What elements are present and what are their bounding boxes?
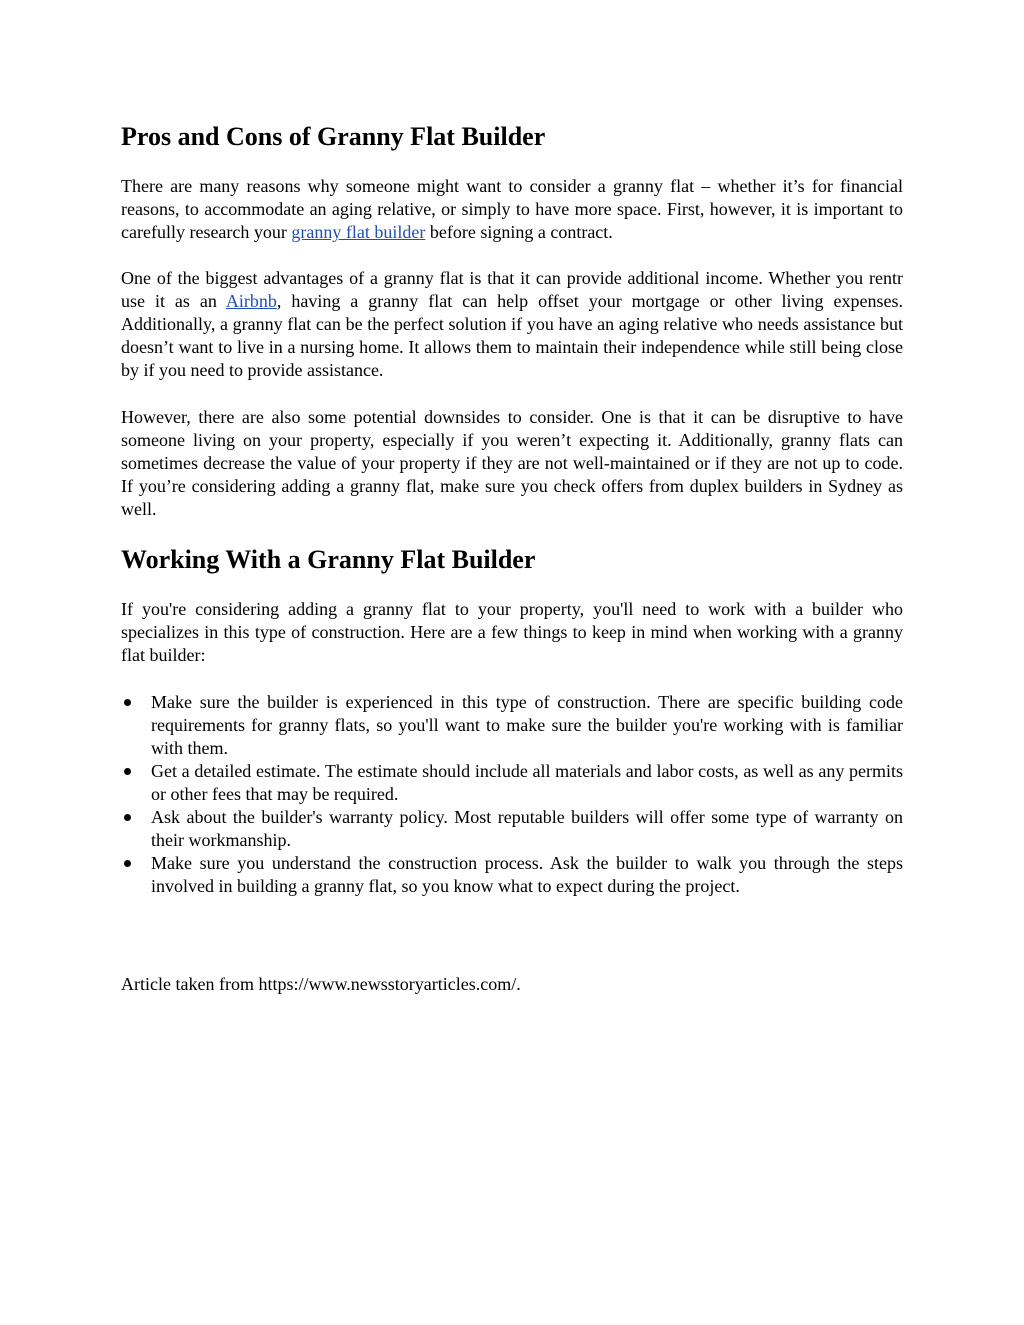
paragraph-text: One of the biggest advantages of a granny flat is that it can provide additional income. Whether you rentr use it as an	[121, 268, 903, 311]
bullet-icon	[124, 768, 131, 775]
paragraph-downsides: However, there are also some potential downsides to consider. One is that it can be disruptive to have someone living on your property, especially if you weren’t expecting it. Additionally, granny flats can sometimes decrease the value of your property if they are not well-maintained or if they are not up to code. If you’re considering adding a granny flat, make sure you check offers from duplex builders in Sydney as well.	[121, 407, 903, 519]
paragraph-text: There are many reasons why someone might want to consider a granny flat – whether it’s for financial reasons, to accommodate an aging relative, or simply to have more space. First, however, it is important to carefully research your	[121, 176, 903, 242]
list-item-text: Ask about the builder's warranty policy. Most reputable builders will offer some type of warranty on their workmanship.	[151, 807, 903, 850]
article-credit: Article taken from https://www.newsstoryarticles.com/.	[121, 974, 521, 994]
section-heading-working-with: Working With a Granny Flat Builder	[121, 545, 536, 574]
list-item-text: Make sure you understand the construction process. Ask the builder to walk you through the steps involved in building a granny flat, so you know what to expect during the project.	[151, 853, 903, 896]
list-item	[121, 760, 903, 806]
paragraph-text: before signing a contract.	[425, 222, 613, 242]
list-item	[121, 691, 903, 760]
list-item-text: Make sure the builder is experienced in this type of construction. There are specific building code requirements for granny flats, so you'll want to make sure the builder you're working with is familiar with them.	[151, 692, 903, 758]
paragraph-advantages	[121, 267, 903, 382]
paragraph-intro	[121, 175, 903, 244]
granny-flat-builder-link[interactable]: granny flat builder	[291, 222, 426, 242]
bullet-icon	[124, 814, 131, 821]
tips-list	[121, 691, 903, 898]
paragraph-working-intro: If you're considering adding a granny flat to your property, you'll need to work with a builder who specializes in this type of construction. Here are a few things to keep in mind when working with a granny flat builder:	[121, 599, 903, 665]
bullet-icon	[124, 860, 131, 867]
paragraph-text: , having a granny flat can help offset your mortgage or other living expenses. Additionally, a granny flat can be the perfect solution if you have an aging relative who needs assistance but doesn’t want to live in a nursing home. It allows them to maintain their independence while still being close by if you need to provide assistance.	[121, 291, 903, 380]
airbnb-link[interactable]: Airbnb	[225, 291, 277, 311]
bullet-icon	[124, 699, 131, 706]
list-item-text: Get a detailed estimate. The estimate should include all materials and labor costs, as well as any permits or other fees that may be required.	[151, 761, 903, 804]
list-item	[121, 852, 903, 898]
section-heading-pros-cons: Pros and Cons of Granny Flat Builder	[121, 122, 546, 151]
list-item	[121, 806, 903, 852]
